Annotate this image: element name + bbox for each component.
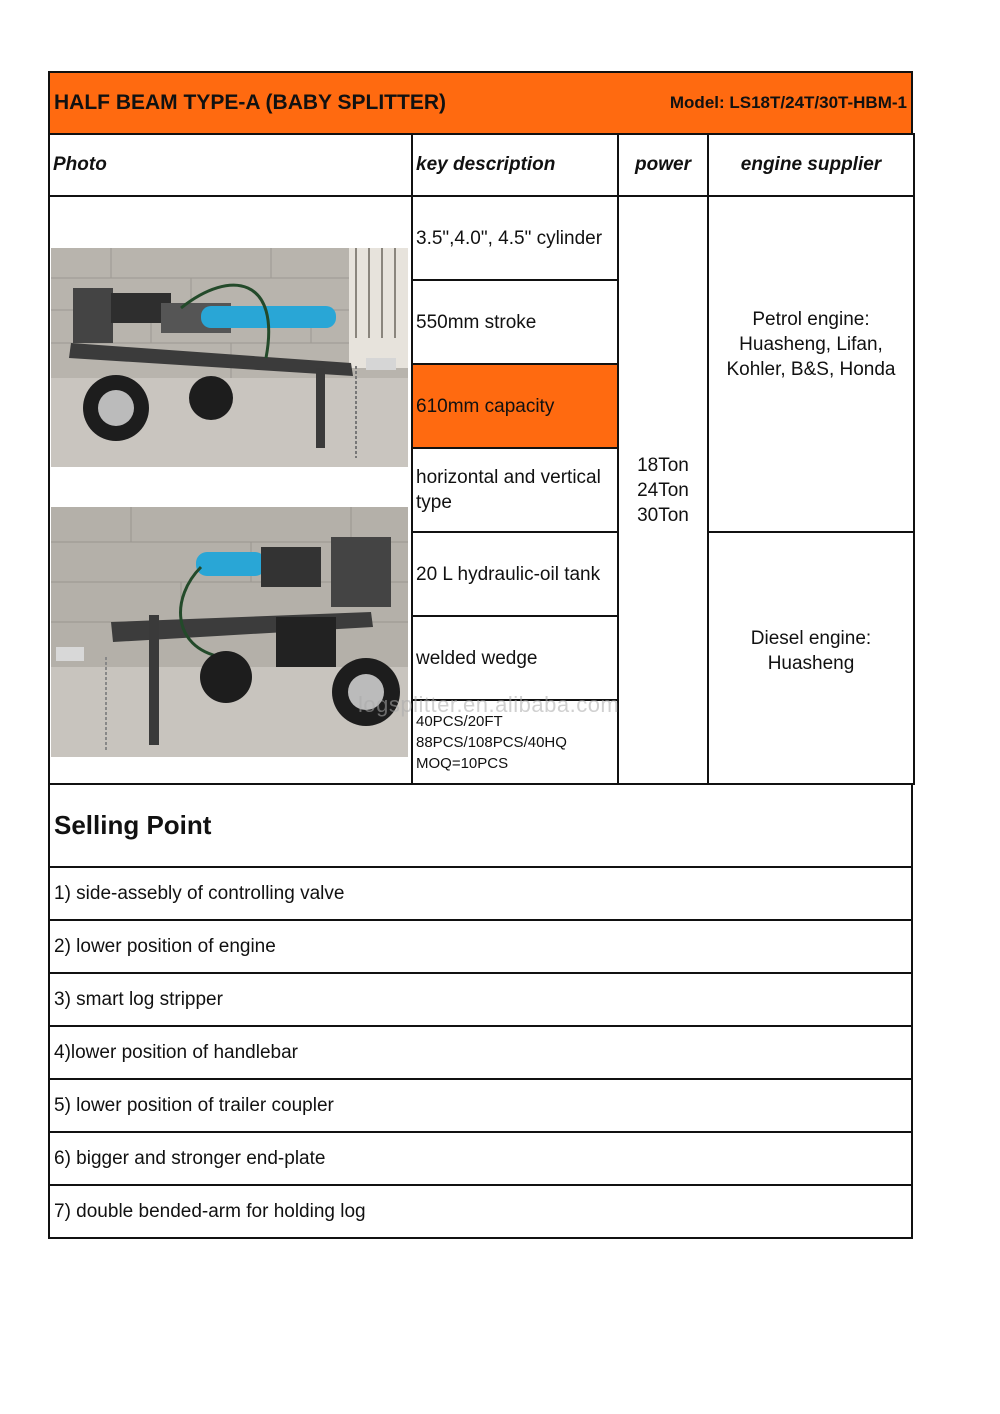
description-capacity: 610mm capacity [412,364,618,448]
petrol-engine-brands-1: Huasheng, Lifan, [739,333,883,355]
list-item: 7) double bended-arm for holding log [49,1185,912,1238]
splitter-photo-bottom [51,507,408,757]
diesel-engine-brands: Huasheng [767,653,855,674]
description-cylinder: 3.5",4.0", 4.5" cylinder [412,196,618,280]
spec-table [48,133,915,785]
model-number: Model: LS18T/24T/30T-HBM-1 [669,93,907,112]
diesel-engine-label: Diesel engine: [750,628,872,649]
description-orientation: horizontal and vertical type [412,448,618,532]
spec-sheet [48,71,913,1239]
list-item: 3) smart log stripper [49,973,912,1026]
splitter-photo-top [51,248,408,467]
list-item: 1) side-assebly of controlling valve [49,867,912,920]
diesel-engine-cell [708,532,914,784]
column-key-description: key description [412,134,618,196]
column-photo: Photo [49,134,412,196]
description-wedge: welded wedge [412,616,618,700]
page-title: HALF BEAM TYPE-A (BABY SPLITTER) [54,91,446,114]
petrol-engine-cell [708,196,914,532]
header-bar [48,71,913,133]
description-oil-tank: 20 L hydraulic-oil tank [412,532,618,616]
description-stroke: 550mm stroke [412,280,618,364]
column-power: power [618,134,708,196]
column-header-row [49,134,914,196]
table-row [49,196,914,280]
power-cell [618,196,708,784]
list-item: 4)lower position of handlebar [49,1026,912,1079]
selling-point-heading: Selling Point [49,784,912,867]
power-30ton: 30Ton [637,504,689,526]
selling-point-table [48,783,913,1239]
list-item: 2) lower position of engine [49,920,912,973]
petrol-engine-label: Petrol engine: [752,308,870,330]
petrol-engine-brands-2: Kohler, B&S, Honda [726,358,896,380]
power-24ton: 24Ton [637,479,689,501]
list-item: 6) bigger and stronger end-plate [49,1132,912,1185]
description-packing: 40PCS/20FT 88PCS/108PCS/40HQ MOQ=10PCS [412,700,618,784]
power-18ton: 18Ton [637,454,689,476]
list-item: 5) lower position of trailer coupler [49,1079,912,1132]
column-engine-supplier: engine supplier [708,134,914,196]
watermark: logsplitter.en.alibaba.com [358,692,620,717]
photo-cell [49,196,412,784]
